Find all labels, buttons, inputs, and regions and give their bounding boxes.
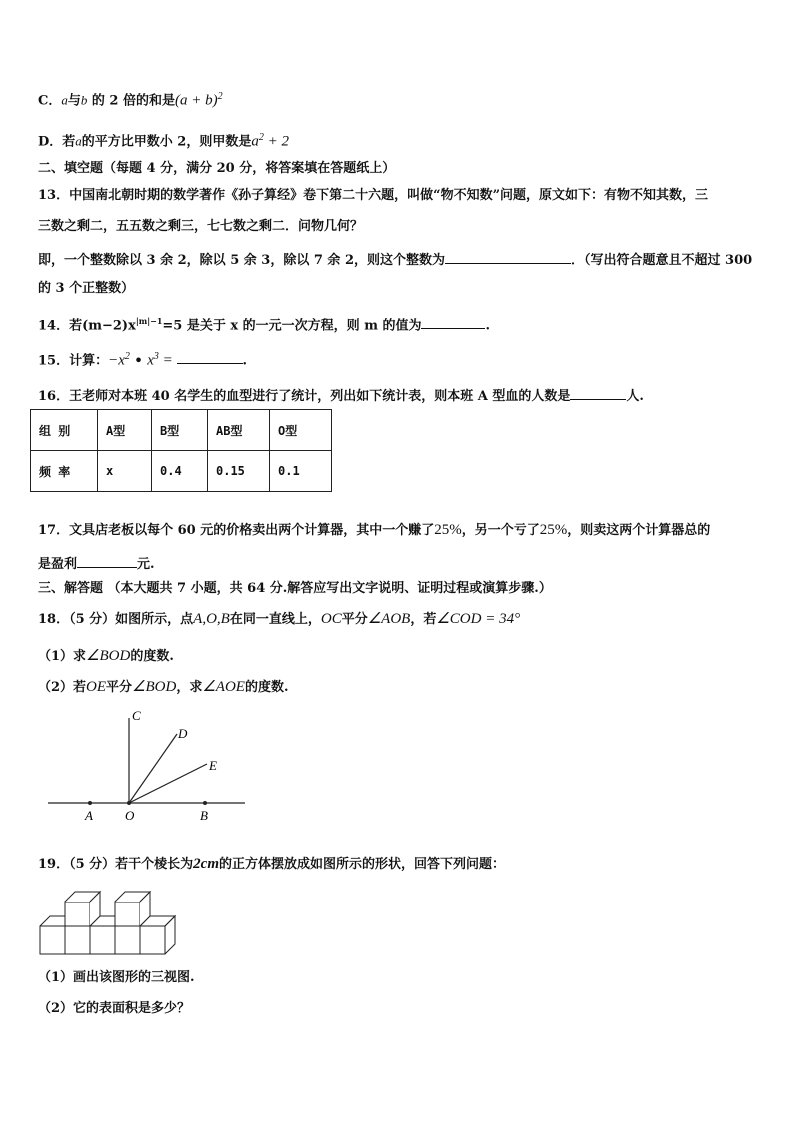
answer-blank[interactable] bbox=[445, 249, 571, 264]
section-heading-fill-blank: 二、填空题（每题 4 分，满分 20 分，将答案填在答题纸上） bbox=[38, 161, 396, 176]
q13-line1: 13．中国南北朝时期的数学著作《孙子算经》卷下第二十六题，叫做“物不知数”问题，原文如下：有物不知其数，三 bbox=[38, 188, 709, 203]
blood-type-table bbox=[30, 409, 332, 492]
q19: 19．（5 分）若干个棱长为2cm的正方体摆放成如图所示的形状，回答下列问题： bbox=[38, 856, 506, 872]
q18: 18．（5 分）如图所示，点A,O,B在同一直线上，OC平分∠AOB，若∠COD = 34° bbox=[38, 611, 521, 627]
table-row bbox=[31, 451, 332, 492]
option-d: D．若a的平方比甲数小 2，则甲数是$a^2 + 2$ bbox=[38, 132, 289, 150]
point-a bbox=[88, 801, 92, 805]
option-c: C．a与b 的 2 倍的和是$(a + b)^2$ bbox=[38, 91, 223, 109]
table-cell: AB型 bbox=[208, 410, 270, 451]
ray-oe bbox=[129, 764, 207, 803]
q14: 14．若$(m-2)x^{|m|-1}=5$ 是关于 x 的一元一次方程，则 m 的值为 . bbox=[38, 316, 491, 334]
table-cell: x bbox=[98, 451, 152, 492]
answer-blank[interactable] bbox=[421, 314, 485, 329]
q18-part2: （2）若OE平分∠BOD，求∠AOE的度数. bbox=[38, 679, 289, 695]
q13-line4: 的 3 个正整数） bbox=[38, 281, 135, 296]
q13-line2: 三数之剩二，五五数之剩三，七七数之剩二．问物几何？ bbox=[38, 219, 364, 234]
q16: 16．王老师对本班 40 名学生的血型进行了统计，列出如下统计表，则本班 A 型血的人数是 人. bbox=[38, 385, 644, 406]
angle-figure bbox=[40, 700, 255, 830]
table-cell: B型 bbox=[152, 410, 208, 451]
q13-line3: 即，一个整数除以 3 余 2，除以 5 余 3，除以 7 余 2，则这个整数为 ．（写出符合题意且不超过 300 bbox=[38, 249, 752, 270]
label-d: D bbox=[178, 726, 188, 741]
table-row bbox=[31, 410, 332, 451]
section-heading-solutions: 三、解答题 （本大题共 7 小题，共 64 分.解答应写出文字说明、证明过程或演算步骤.） bbox=[38, 581, 552, 596]
answer-blank[interactable] bbox=[77, 553, 137, 568]
table-cell: 0.15 bbox=[208, 451, 270, 492]
label-b: B bbox=[200, 808, 208, 823]
answer-blank[interactable] bbox=[570, 385, 626, 400]
label-o: O bbox=[125, 808, 135, 823]
table-cell: O型 bbox=[270, 410, 332, 451]
label-e: E bbox=[209, 758, 217, 773]
table-cell: 0.4 bbox=[152, 451, 208, 492]
point-o bbox=[127, 801, 131, 805]
q17-line1: 17．文具店老板以每个 60 元的价格卖出两个计算器，其中一个赚了25%，另一个亏了25%，则卖这两个计算器总的 bbox=[38, 522, 711, 538]
ray-od bbox=[129, 734, 177, 803]
point-b bbox=[203, 801, 207, 805]
q19-part1: （1）画出该图形的三视图. bbox=[38, 970, 195, 985]
answer-blank[interactable] bbox=[177, 349, 243, 364]
table-cell: 频 率 bbox=[31, 451, 98, 492]
label-c: C bbox=[132, 708, 141, 723]
table-cell: A型 bbox=[98, 410, 152, 451]
label-a: A bbox=[85, 808, 93, 823]
var-a: a bbox=[61, 92, 68, 108]
expression: (a + b) bbox=[175, 92, 218, 109]
table-cell: 组 别 bbox=[31, 410, 98, 451]
q17-line2: 是盈利 元. bbox=[38, 553, 155, 574]
q18-part1: （1）求∠BOD的度数. bbox=[38, 648, 174, 664]
q19-part2: （2）它的表面积是多少？ bbox=[38, 1001, 191, 1016]
table-cell: 0.1 bbox=[270, 451, 332, 492]
q15: 15．计算：$-x^2$ • $x^3$ = . bbox=[38, 351, 248, 369]
var-b: b bbox=[80, 92, 88, 108]
cube-figure bbox=[38, 888, 183, 958]
